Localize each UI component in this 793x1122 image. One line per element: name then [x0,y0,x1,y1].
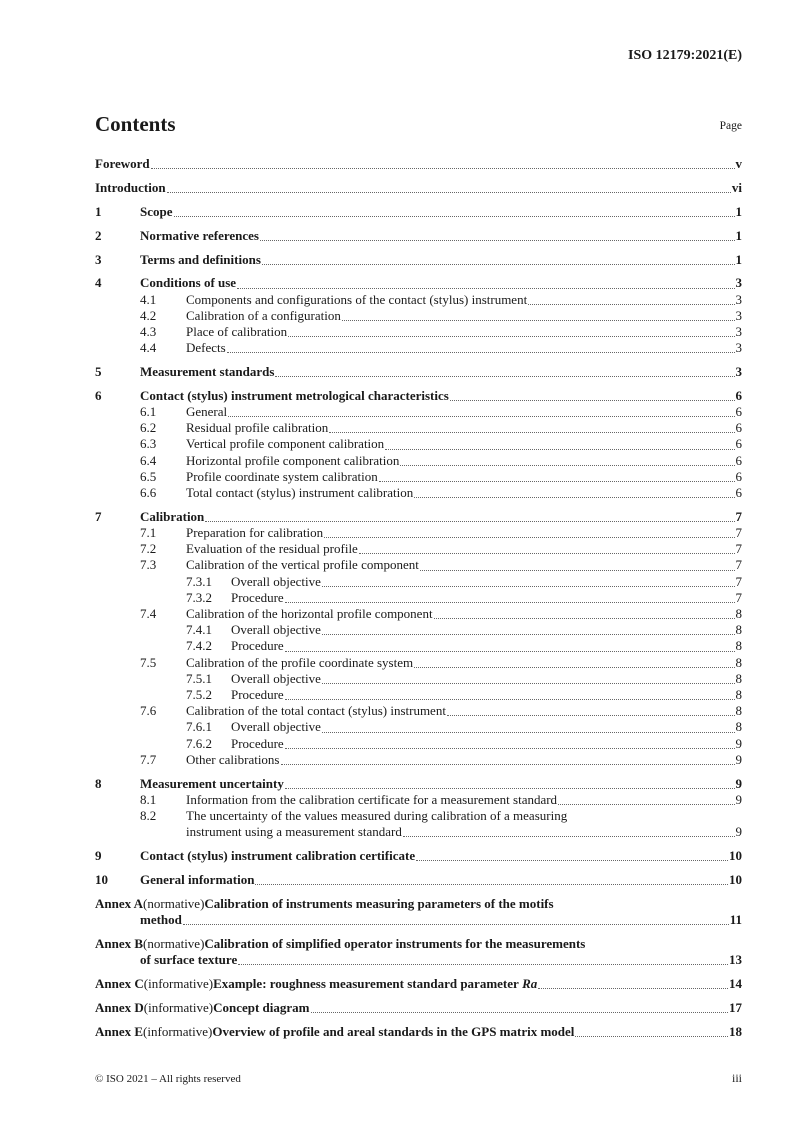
entry-title[interactable]: Example: roughness measurement standard parameter [213,975,519,991]
entry-title[interactable]: Scope [140,203,173,219]
section-number: 7.5 [140,654,157,670]
section-number: 6.2 [140,420,157,436]
dot-leader [416,860,728,861]
table-of-contents [95,156,742,1040]
entry-title[interactable]: Procedure [231,686,284,702]
page-column-label: Page [719,120,742,132]
page-ref[interactable]: 6 [735,452,742,468]
toc-entry[interactable] [95,655,742,671]
page-ref[interactable]: 1 [735,203,742,219]
toc-entry[interactable] [95,1000,742,1016]
section-number: 7.6.2 [186,735,212,751]
entry-title[interactable]: Concept diagram [213,999,310,1015]
toc-entry[interactable] [95,541,742,557]
page-ref[interactable]: 8 [735,703,742,719]
dot-leader [359,553,735,554]
toc-entry-continuation[interactable] [95,912,742,928]
toc-entry[interactable] [95,420,742,436]
page-ref[interactable]: 17 [729,999,742,1015]
page-ref[interactable]: 6 [735,468,742,484]
page-ref[interactable]: 3 [735,340,742,356]
dot-leader [528,304,734,305]
section-number: 4.3 [140,323,157,339]
toc-entry[interactable] [95,976,742,992]
entry-title[interactable]: Overview of profile and areal standards in the GPS matrix model [212,1023,575,1039]
dot-leader [174,216,735,217]
section-number: 3 [95,251,102,267]
dot-leader [237,288,734,289]
toc-entry[interactable] [95,509,742,525]
annex-type: (informative) [143,1023,213,1039]
dot-leader [575,1036,728,1037]
entry-title[interactable]: Profile coordinate system calibration [186,468,378,484]
section-number: 7.1 [140,525,157,541]
section-number: 10 [95,871,108,887]
section-number: 7.3 [140,557,157,573]
toc-entry[interactable] [95,557,742,573]
copyright-notice: © ISO 2021 – All rights reserved [95,1073,241,1085]
page-ref[interactable]: v [735,156,742,171]
page-ref[interactable]: 10 [729,848,742,863]
entry-title[interactable]: Foreword [95,156,150,171]
section-number: 6 [95,387,102,403]
dot-leader [414,667,734,668]
page-ref[interactable]: 6 [735,404,742,420]
section-number: 7.6.1 [186,719,212,735]
page-ref[interactable]: 3 [735,307,742,323]
entry-title[interactable]: Terms and definitions [140,251,261,267]
section-number: 4.4 [140,340,157,356]
page-ref[interactable]: 7 [735,525,742,541]
dot-leader [183,924,729,925]
entry-title[interactable]: Evaluation of the residual profile [186,541,358,557]
toc-entry[interactable] [95,736,742,752]
entry-title[interactable]: Information from the calibration certificate for a measurement standard [186,791,558,807]
toc-entry-continuation[interactable] [95,952,742,968]
toc-entry[interactable] [95,364,742,380]
entry-title[interactable]: Defects [186,340,226,356]
dot-leader [311,1012,729,1013]
page-ref[interactable]: 6 [735,420,742,436]
dot-leader [285,748,735,749]
dot-leader [447,715,735,716]
page-ref[interactable]: 18 [729,1023,742,1039]
annex-label: Annex C [95,975,144,991]
entry-title[interactable]: Calibration of the vertical profile component [186,557,419,573]
entry-title[interactable]: Vertical profile component calibration [186,436,385,452]
toc-entry[interactable] [95,180,742,196]
section-number: 7.5.2 [186,686,212,702]
dot-leader [285,788,735,789]
dot-leader [205,521,734,522]
dot-leader [329,432,734,433]
section-number: 7.5.1 [186,670,212,686]
dot-leader [414,497,734,498]
dot-leader [275,376,734,377]
toc-entry[interactable] [95,436,742,452]
page-ref[interactable]: 7 [735,589,742,605]
document-id: ISO 12179:2021(E) [628,48,742,63]
page-ref[interactable]: 8 [735,622,742,638]
dot-leader [285,699,735,700]
section-number: 8 [95,775,102,791]
dot-leader [285,651,735,652]
dot-leader [288,336,734,337]
toc-entry[interactable] [95,485,742,501]
dot-leader [262,264,735,265]
dot-leader [379,481,735,482]
entry-title-continued[interactable]: instrument using a measurement standard [186,824,402,840]
page-ref[interactable]: 7 [735,573,742,589]
dot-leader [558,804,734,805]
dot-leader [322,732,735,733]
annex-label: Annex A [95,895,144,911]
entry-title[interactable]: Contact (stylus) instrument metrological characteristics [140,387,449,403]
page-ref[interactable]: 9 [735,775,742,791]
toc-entry[interactable] [95,848,742,864]
entry-title[interactable]: Overall objective [231,719,321,735]
page-ref[interactable]: 9 [735,751,742,767]
toc-entry[interactable] [95,340,742,356]
dot-leader [227,352,735,353]
annex-type: (informative) [143,975,214,991]
section-number: 6.6 [140,485,157,500]
toc-entry-continuation[interactable] [95,824,742,840]
dot-leader [385,449,734,450]
toc-entry[interactable] [95,776,742,792]
entry-title[interactable]: Introduction [95,179,166,195]
page-ref[interactable]: 9 [735,824,742,840]
toc-entry[interactable] [95,292,742,308]
toc-entry[interactable] [95,204,742,220]
dot-leader [228,416,734,417]
toc-entry[interactable] [95,574,742,590]
page-ref[interactable]: 8 [735,638,742,654]
entry-title[interactable]: Horizontal profile component calibration [186,452,400,468]
page-ref[interactable]: 9 [735,735,742,751]
section-number: 6.1 [140,404,157,420]
page-title: Contents [95,112,176,136]
page-ref[interactable]: 11 [729,911,742,927]
toc-entry[interactable] [95,752,742,768]
entry-title[interactable]: Procedure [231,589,284,605]
page-ref[interactable]: 3 [735,323,742,339]
toc-entry[interactable] [95,1024,742,1040]
dot-leader [281,764,735,765]
section-number: 2 [95,227,102,243]
section-number: 7.2 [140,541,157,557]
section-number: 7.3.2 [186,589,212,605]
annex-label: Annex E [95,1023,144,1039]
page-ref[interactable]: vi [731,179,742,195]
toc-entry[interactable] [95,671,742,687]
section-number: 7.3.1 [186,573,212,589]
entry-title[interactable]: Overall objective [231,670,321,686]
entry-title-continued[interactable]: method [140,911,182,927]
entry-title[interactable]: Calibration [140,508,205,524]
entry-title[interactable]: Total contact (stylus) instrument calibration [186,485,414,500]
toc-entry[interactable] [95,792,742,808]
toc-entry[interactable] [95,252,742,268]
toc-entry[interactable] [95,453,742,469]
toc-entry[interactable] [95,896,742,912]
entry-title[interactable]: Procedure [231,735,284,751]
toc-entry[interactable] [95,525,742,541]
entry-title[interactable]: Preparation for calibration [186,525,324,541]
section-number: 6.4 [140,452,157,468]
annex-label: Annex D [95,999,144,1015]
page-number: iii [731,1071,742,1085]
toc-entry[interactable] [95,469,742,485]
page-ref[interactable]: 8 [735,686,742,702]
dot-leader [151,168,735,169]
toc-entry[interactable] [95,156,742,172]
toc-entry[interactable] [95,719,742,735]
toc-entry[interactable] [95,404,742,420]
section-number: 7.4 [140,606,157,621]
section-number: 4 [95,275,102,291]
dot-leader [322,683,735,684]
page-ref[interactable]: 7 [735,508,742,524]
dot-leader [434,618,735,619]
entry-title[interactable]: Place of calibration [186,323,288,339]
page-ref[interactable]: 8 [735,719,742,735]
dot-leader [238,964,728,965]
toc-entry[interactable] [95,687,742,703]
entry-title-continued[interactable]: of surface texture [140,952,238,967]
entry-title[interactable]: Normative references [140,227,259,243]
page-ref[interactable]: 3 [735,275,742,291]
entry-title[interactable]: Other calibrations [186,751,280,767]
dot-leader [342,320,735,321]
page-ref[interactable]: 8 [735,606,742,621]
entry-title[interactable]: Calibration of a configuration [186,307,341,323]
dot-leader [400,465,734,466]
section-number: 6.5 [140,468,157,484]
section-number: 6.3 [140,436,157,452]
page-ref[interactable]: 6 [735,485,742,500]
page-ref[interactable]: 6 [735,387,742,403]
entry-title[interactable]: Residual profile calibration [186,420,329,436]
section-number: 4.2 [140,307,157,323]
page-ref[interactable]: 6 [735,436,742,452]
toc-entry[interactable] [95,308,742,324]
toc-entry[interactable] [95,324,742,340]
entry-title[interactable]: Calibration of the horizontal profile component [186,606,433,621]
entry-title[interactable]: General information [140,871,255,887]
section-number: 8.1 [140,791,157,807]
entry-title-italic: Ra [522,975,538,991]
dot-leader [285,602,735,603]
entry-title[interactable]: Overall objective [231,573,321,589]
section-number: 7.4.2 [186,638,212,654]
entry-title[interactable]: General [186,404,228,420]
page-ref[interactable]: 14 [729,975,742,991]
entry-title[interactable]: Procedure [231,638,284,654]
toc-entry[interactable] [95,228,742,244]
entry-title[interactable]: Calibration of instruments measuring parameters of the motifs [204,895,554,911]
dot-leader [322,634,735,635]
dot-leader [450,400,735,401]
section-number: 9 [95,848,102,863]
page-ref[interactable]: 7 [735,557,742,573]
dot-leader [420,570,735,571]
entry-title[interactable]: The uncertainty of the values measured during calibration of a measuring [186,807,568,823]
annex-label: Annex B [95,935,144,951]
entry-title[interactable]: Components and configurations of the contact (stylus) instrument [186,291,528,307]
annex-type: (normative) [143,895,205,911]
section-number: 7.7 [140,751,157,767]
entry-title[interactable]: Calibration of the profile coordinate system [186,654,414,670]
entry-title[interactable]: Calibration of simplified operator instruments for the measurements [204,935,586,951]
section-number: 8.2 [140,807,157,823]
toc-entry[interactable] [95,590,742,606]
section-number: 7 [95,508,102,524]
annex-type: (normative) [143,935,205,951]
annex-type: (informative) [143,999,214,1015]
section-number: 5 [95,364,102,379]
dot-leader [322,586,735,587]
dot-leader [260,240,735,241]
toc-entry[interactable] [95,936,742,952]
page-ref[interactable]: 1 [735,227,742,243]
page-ref[interactable]: 9 [735,791,742,807]
page-ref[interactable]: 8 [735,654,742,670]
section-number: 7.6 [140,703,157,719]
toc-entry[interactable] [95,703,742,719]
page-ref[interactable]: 1 [735,251,742,267]
dot-leader [167,192,731,193]
toc-entry[interactable] [95,638,742,654]
entry-title[interactable]: Conditions of use [140,275,237,291]
page-ref[interactable]: 13 [729,952,742,967]
toc-entry[interactable] [95,808,742,824]
toc-entry[interactable] [95,872,742,888]
page-ref[interactable]: 3 [735,291,742,307]
toc-entry[interactable] [95,275,742,291]
entry-title[interactable]: Overall objective [231,622,321,638]
dot-leader [403,836,735,837]
toc-entry[interactable] [95,606,742,622]
section-number: 4.1 [140,291,157,307]
entry-title[interactable]: Measurement uncertainty [140,775,284,791]
dot-leader [324,537,734,538]
entry-title[interactable]: Measurement standards [140,364,275,379]
toc-entry[interactable] [95,622,742,638]
page-ref[interactable]: 8 [735,670,742,686]
section-number: 7.4.1 [186,622,212,638]
page-ref[interactable]: 7 [735,541,742,557]
dot-leader [255,884,728,885]
section-number: 1 [95,203,102,219]
page-ref[interactable]: 10 [729,871,742,887]
entry-title[interactable]: Contact (stylus) instrument calibration certificate [140,848,416,863]
toc-entry[interactable] [95,388,742,404]
page-ref[interactable]: 3 [735,364,742,379]
entry-title[interactable]: Calibration of the total contact (stylus) instrument [186,703,446,719]
dot-leader [538,988,728,989]
